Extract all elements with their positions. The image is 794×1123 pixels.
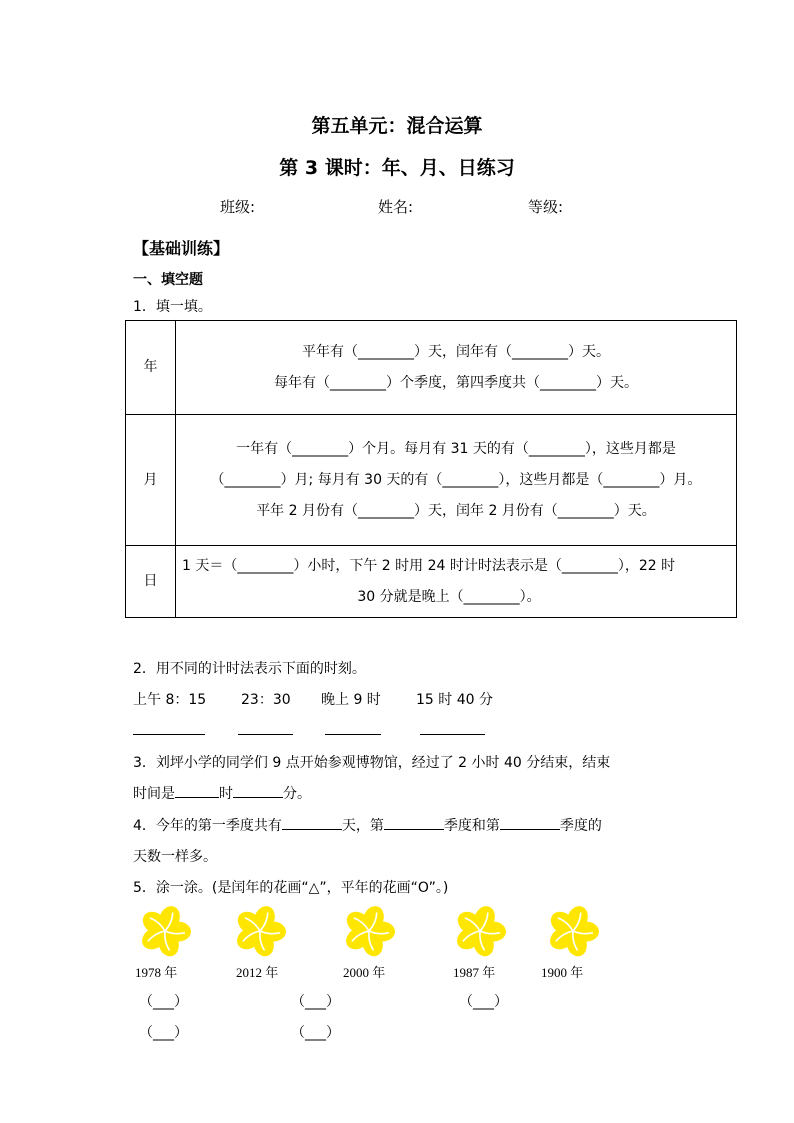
row-head-day: 日 [126, 546, 176, 618]
flower-icon-5[interactable] [547, 905, 599, 957]
section-heading: 【基础训练】 [133, 239, 230, 258]
q3-line-2 [133, 783, 311, 803]
q4-text-b: 天，第 [341, 818, 384, 834]
year-label-2000: 2000 年 [343, 965, 386, 980]
q3-text-b: 时 [219, 786, 233, 802]
q5-answer-blank-3[interactable]: （___） [459, 994, 508, 1010]
q2-time-1: 上午 8：15 [133, 692, 207, 708]
flower-icon-3[interactable] [343, 905, 395, 957]
q3-text-a: 时间是 [133, 786, 175, 802]
q3-line-1: 3．刘坪小学的同学们 9 点开始参观博物馆，经过了 2 小时 40 分结束，结束 [133, 755, 611, 771]
q5-answer-blank-1[interactable]: （___） [139, 994, 188, 1010]
q2-prompt: 2．用不同的计时法表示下面的时刻。 [133, 661, 366, 677]
month-line-1: 一年有（________）个月。每月有 31 天的有（________），这些月都是 [236, 440, 676, 457]
q2-time-3: 晚上 9 时 [321, 692, 381, 708]
q5-prompt: 5．涂一涂。(是闰年的花画“△”，平年的花画“O”。) [133, 880, 449, 896]
q3-text-c: 分。 [283, 786, 311, 802]
grade-label: 等级: [528, 198, 564, 216]
class-label: 班级: [220, 198, 256, 216]
q3-hour-blank[interactable] [175, 783, 219, 798]
q2-time-4: 15 时 40 分 [416, 692, 493, 708]
row-body-month [176, 415, 737, 546]
q4-text-a: 4．今年的第一季度共有 [133, 818, 282, 834]
flower-icon-4[interactable] [454, 905, 506, 957]
q4-line-2: 天数一样多。 [133, 849, 217, 865]
q3-minute-blank[interactable] [233, 783, 283, 798]
q2-answer-line-2[interactable] [238, 734, 293, 735]
q4-quarter-blank-1[interactable] [384, 815, 444, 830]
name-label: 姓名: [378, 198, 414, 216]
q2-answer-line-4[interactable] [420, 734, 485, 735]
q5-answer-blank-2[interactable]: （___） [291, 994, 340, 1010]
q4-line-1 [133, 815, 602, 835]
month-line-2: （________）月; 每月有 30 天的有（________），这些月都是（________）月。 [210, 471, 702, 488]
table-row-year [126, 321, 737, 415]
lesson-subtitle: 第 3 课时：年、月、日练习 [279, 157, 515, 179]
year-label-1987: 1987 年 [453, 965, 496, 980]
row-head-month: 月 [126, 415, 176, 546]
q4-text-d: 季度的 [559, 818, 602, 834]
part-heading: 一、填空题 [133, 272, 203, 288]
q1-prompt: 1．填一填。 [133, 299, 212, 315]
q2-answer-line-1[interactable] [133, 734, 205, 735]
table-row-day [126, 546, 737, 618]
year-label-1978: 1978 年 [135, 965, 178, 980]
q2-answer-line-3[interactable] [325, 734, 381, 735]
row-body-day [176, 546, 737, 618]
q4-quarter-blank-2[interactable] [500, 815, 560, 830]
day-line-1: 1 天＝（________）小时，下午 2 时用 24 时计时法表示是（________），22 时 [182, 557, 676, 574]
q5-answer-blank-4[interactable]: （___） [139, 1025, 188, 1041]
year-line-2: 每年有（________）个季度，第四季度共（________）天。 [274, 374, 638, 391]
fill-in-table [125, 320, 737, 618]
table-row-month [126, 415, 737, 546]
q4-days-blank[interactable] [282, 815, 342, 830]
row-head-year: 年 [126, 321, 176, 415]
year-label-1900: 1900 年 [541, 965, 584, 980]
year-label-2012: 2012 年 [236, 965, 279, 980]
flower-icon-1[interactable] [139, 905, 191, 957]
row-body-year [176, 321, 737, 415]
day-line-2: 30 分就是晚上（________）。 [357, 588, 541, 605]
q2-time-2: 23：30 [241, 692, 291, 708]
flower-icon-2[interactable] [234, 905, 286, 957]
q5-answer-blank-5[interactable]: （___） [291, 1025, 340, 1041]
q4-text-c: 季度和第 [443, 818, 500, 834]
year-line-1: 平年有（________）天，闰年有（________）天。 [302, 343, 610, 360]
page-title: 第五单元：混合运算 [311, 115, 483, 137]
month-line-3: 平年 2 月份有（________）天，闰年 2 月份有（________）天。 [256, 502, 656, 519]
